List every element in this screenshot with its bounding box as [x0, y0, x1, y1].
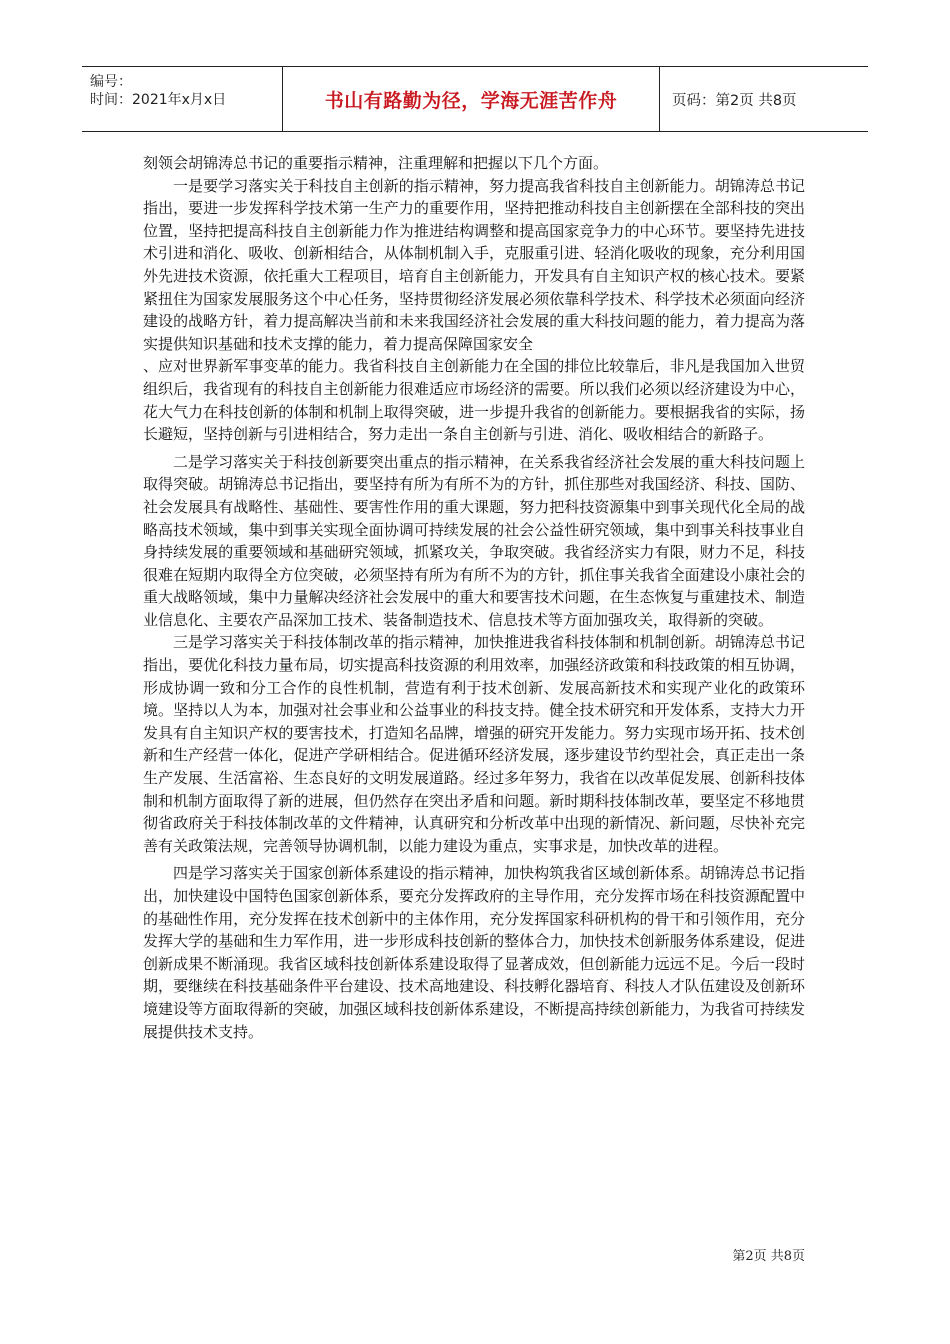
document-body [143, 152, 805, 1043]
paragraph-one: 一是要学习落实关于科技自主创新的指示精神，努力提高我省科技自主创新能力。胡锦涛总书记指出，要进一步发挥科学技术第一生产力的重要作用，坚持把推动科技自主创新摆在全部科技的突出位置，坚持把提高科技自主创新能力作为推进结构调整和提高国家竞争力的中心环节。要坚持先进技术引进和消化、吸收、创新相结合，从体制机制入手，克服重引进、轻消化吸收的现象，充分利用国外先进技术资源，依托重大工程项目，培育自主创新能力，开发具有自主知识产权的核心技术。要紧紧扭住为国家发展服务这个中心任务，坚持贯彻经济发展必须依靠科学技术、科学技术必须面向经济建设的战略方针，着力提高解决当前和未来我国经济社会发展的重大科技问题的能力，着力提高为落实提供知识基础和技术支撑的能力，着力提高保障国家安全 [143, 176, 805, 353]
paragraph-four: 四是学习落实关于国家创新体系建设的指示精神，加快构筑我省区域创新体系。胡锦涛总书记指出，加快建设中国特色国家创新体系，要充分发挥政府的主导作用，充分发挥市场在科技资源配置中的基础性作用，充分发挥在技术创新中的主体作用，充分发挥国家科研机构的骨干和引领作用，充分发挥大学的基础和生力军作用，进一步形成科技创新的整体合力，加快技术创新服务体系建设，促进创新成果不断涌现。我省区域科技创新体系建设取得了显著成效，但创新能力远远不足。今后一段时期，要继续在科技基础条件平台建设、技术高地建设、科技孵化器培育、科技人才队伍建设及创新环境建设等方面取得新的突破，加强区域科技创新体系建设，不断提高持续创新能力，为我省可持续发展提供技术支持。 [143, 864, 805, 1041]
paragraph-two: 二是学习落实关于科技创新要突出重点的指示精神，在关系我省经济社会发展的重大科技问题上取得突破。胡锦涛总书记指出，要坚持有所为有所不为的方针，抓住那些对我国经济、科技、国防、社会发展具有战略性、基础性、要害性作用的重大课题，努力把科技资源集中到事关现代化全局的战略高技术领域，集中到事关实现全面协调可持续发展的社会公益性研究领域，集中到事关科技事业自身持续发展的重要领域和基础研究领域，抓紧攻关，争取突破。我省经济实力有限，财力不足，科技很难在短期内取得全方位突破，必须坚持有所为有所不为的方针，抓住事关我省全面建设小康社会的重大战略领域，集中力量解决经济社会发展中的重大和要害技术问题，在生态恢复与重建技术、制造业信息化、主要农产品深加工技术、装备制造技术、信息技术等方面加强攻关，取得新的突破。 [143, 452, 805, 629]
header-page-cell [660, 67, 868, 131]
page-header [82, 66, 868, 132]
paragraph-one-continued: 、应对世界新军事变革的能力。我省科技自主创新能力在全国的排位比较靠后，非凡是我国加入世贸组织后，我省现有的科技自主创新能力很难适应市场经济的需要。所以我们必须以经济建设为中心，花大气力在科技创新的体制和机制上取得突破，进一步提升我省的创新能力。要根据我省的实际，扬长避短，坚持创新与引进相结合，努力走出一条自主创新与引进、消化、吸收相结合的新路子。 [143, 357, 805, 444]
header-page-number: 页码：第2页 共8页 [672, 92, 797, 109]
document-date-label: 时间：2021年x月x日 [90, 92, 227, 108]
header-motto-cell [282, 67, 660, 131]
paragraph-three: 三是学习落实关于科技体制改革的指示精神，加快推进我省科技体制和机制创新。胡锦涛总书记指出，要优化科技力量布局，切实提高科技资源的利用效率，加强经济政策和科技政策的相互协调，形成协调一致和分工合作的良性机制，营造有利于技术创新、发展高新技术和实现产业化的政策环境。坚持以人为本，加强对社会事业和公益事业的科技支持。健全技术研究和开发体系，支持大力开发具有自主知识产权的要害技术，打造知名品牌，增强的研究开发能力。努力实现市场开拓、技术创新和生产经营一体化，促进产学研相结合。促进循环经济发展，逐步建设节约型社会，真正走出一条生产发展、生活富裕、生态良好的文明发展道路。经过多年努力，我省在以改革促发展、创新科技体制和机制方面取得了新的进展，但仍然存在突出矛盾和问题。新时期科技体制改革，要坚定不移地贯彻省政府关于科技体制改革的文件精神，认真研究和分析改革中出现的新情况、新问题，尽快补充完善有关政策法规，完善领导协调机制，以能力建设为重点，实事求是，加快改革的进程。 [143, 633, 805, 855]
document-number-label: 编号： [90, 74, 132, 90]
header-left-cell [82, 67, 282, 131]
paragraph-intro: 刻领会胡锦涛总书记的重要指示精神，注重理解和把握以下几个方面。 [143, 154, 609, 172]
header-motto: 书山有路勤为径，学海无涯苦作舟 [324, 89, 618, 112]
page-footer: 第2页 共8页 [732, 1249, 805, 1264]
